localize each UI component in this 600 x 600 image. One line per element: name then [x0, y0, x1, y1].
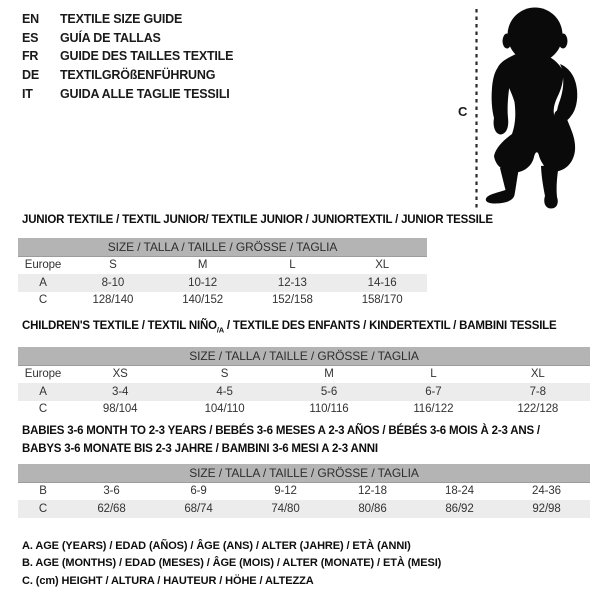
size-cell: 18-24	[445, 485, 474, 498]
language-row-fr	[22, 47, 233, 66]
babies-size-table	[18, 464, 590, 518]
row-label: A	[18, 383, 68, 401]
table-row	[18, 500, 590, 518]
size-cell: M	[324, 368, 334, 381]
size-cell: 12-13	[248, 274, 338, 292]
size-cell: 128/140	[92, 294, 134, 307]
row-label: A	[18, 274, 68, 292]
table-header-row	[18, 238, 427, 256]
size-header-bar: SIZE / TALLA / TAILLE / GRÖSSE / TAGLIA	[18, 238, 427, 256]
language-row-es	[22, 29, 233, 48]
table-header-row	[18, 464, 590, 482]
size-cell: 6-9	[190, 485, 207, 498]
size-cell: 152/158	[271, 294, 313, 307]
size-cell: 3-4	[68, 383, 172, 401]
size-cell: XL	[530, 368, 545, 381]
row-label: C	[38, 294, 48, 307]
footnote-b: B. AGE (MONTHS) / EDAD (MESES) / ÂGE (MOIS) / ALTER (MONATE) / ETÀ (MESI)	[22, 557, 442, 570]
table-header-row	[18, 347, 590, 365]
size-header-bar: SIZE / TALLA / TAILLE / GRÖSSE / TAGLIA	[18, 347, 590, 365]
baby-silhouette-shape	[486, 8, 577, 209]
row-label: Europe	[24, 368, 62, 381]
size-cell: 116/122	[413, 403, 454, 416]
junior-section-title	[22, 212, 493, 229]
language-code: DE	[22, 68, 39, 83]
language-label: TEXTILGRÖßENFÜHRUNG	[60, 68, 216, 83]
babies-title-line1: BABIES 3-6 MONTH TO 2-3 YEARS / BEBÉS 3-6 MESES A 2-3 AÑOS / BÉBÉS 3-6 MOIS À 2-3 ANS /	[22, 425, 540, 437]
size-cell: 12-18	[358, 485, 387, 498]
size-header-bar: SIZE / TALLA / TAILLE / GRÖSSE / TAGLIA	[18, 464, 590, 482]
size-cell: XS	[112, 368, 128, 381]
size-cell: 14-16	[337, 274, 427, 292]
language-code: FR	[22, 49, 39, 64]
size-cell: 122/128	[517, 403, 559, 416]
language-row-it	[22, 84, 233, 103]
size-cell: 62/68	[68, 500, 155, 518]
baby-silhouette-icon	[450, 4, 600, 214]
children-size-table	[18, 347, 590, 418]
language-code: EN	[22, 12, 39, 27]
size-cell: L	[430, 368, 437, 381]
table-row	[18, 256, 427, 274]
size-cell: M	[197, 259, 208, 272]
language-label: TEXTILE SIZE GUIDE	[60, 12, 183, 27]
language-row-de	[22, 66, 233, 85]
size-cell: 6-7	[381, 383, 485, 401]
children-title-pre: CHILDREN'S TEXTILE / TEXTIL NIÑO	[22, 320, 217, 332]
size-cell: 80/86	[329, 500, 416, 518]
size-cell: 9-12	[274, 485, 297, 498]
size-cell: 10-12	[158, 274, 248, 292]
table-row	[18, 292, 427, 310]
size-cell: 140/152	[182, 294, 224, 307]
children-section-title	[22, 318, 556, 338]
size-cell: 104/110	[204, 403, 245, 416]
table-row	[18, 383, 590, 401]
row-label: Europe	[24, 259, 62, 272]
language-label: GUIDA ALLE TAGLIE TESSILI	[60, 86, 230, 101]
size-cell: 158/170	[361, 294, 403, 307]
size-cell: S	[109, 259, 117, 272]
size-cell: 86/92	[416, 500, 503, 518]
size-cell: 8-10	[68, 274, 158, 292]
size-cell: 110/116	[309, 403, 349, 416]
language-label: GUIDE DES TAILLES TEXTILE	[60, 49, 234, 64]
size-cell: 68/74	[155, 500, 242, 518]
baby-figure	[450, 4, 600, 214]
table-row	[18, 365, 590, 383]
row-label: B	[39, 485, 47, 498]
language-code: ES	[22, 30, 39, 45]
size-cell: 98/104	[102, 403, 138, 416]
junior-title-text: JUNIOR TEXTILE / TEXTIL JUNIOR/ TEXTILE JUNIOR / JUNIORTEXTIL / JUNIOR TESSILE	[22, 214, 493, 226]
children-title-sub: /A	[216, 325, 224, 335]
size-cell: 7-8	[486, 383, 590, 401]
size-cell: 24-36	[532, 485, 561, 498]
babies-title-line2: BABYS 3-6 MONATE BIS 2-3 JAHRE / BAMBINI 3-6 MESI A 2-3 ANNI	[22, 442, 378, 455]
footnote-legend	[22, 538, 441, 590]
language-label: GUÍA DE TALLAS	[60, 30, 161, 45]
babies-section-title	[22, 423, 540, 458]
language-code: IT	[22, 86, 33, 101]
junior-size-table	[18, 238, 427, 309]
table-row	[18, 274, 427, 292]
children-title-post: / TEXTILE DES ENFANTS / KINDERTEXTIL / BAMBINI TESSILE	[223, 320, 557, 332]
measurement-label-c: C	[458, 104, 468, 119]
footnote-a: A. AGE (YEARS) / EDAD (AÑOS) / ÂGE (ANS) / ALTER (JAHRE) / ETÀ (ANNI)	[22, 540, 411, 552]
language-row-en	[22, 10, 233, 29]
size-cell: 3-6	[103, 485, 120, 498]
size-cell: 5-6	[277, 383, 381, 401]
row-label: C	[38, 403, 48, 416]
size-cell: L	[289, 259, 296, 272]
footnote-c: C. (cm) HEIGHT / ALTURA / HAUTEUR / HÖHE / ALTEZZA	[22, 574, 314, 587]
row-label: C	[18, 500, 68, 518]
table-row	[18, 482, 590, 500]
size-cell: 4-5	[172, 383, 276, 401]
size-cell: S	[220, 368, 229, 381]
size-cell: 74/80	[242, 500, 329, 518]
size-cell: 92/98	[503, 500, 590, 518]
language-list	[22, 10, 233, 103]
size-cell: XL	[375, 259, 390, 272]
table-row	[18, 401, 590, 419]
